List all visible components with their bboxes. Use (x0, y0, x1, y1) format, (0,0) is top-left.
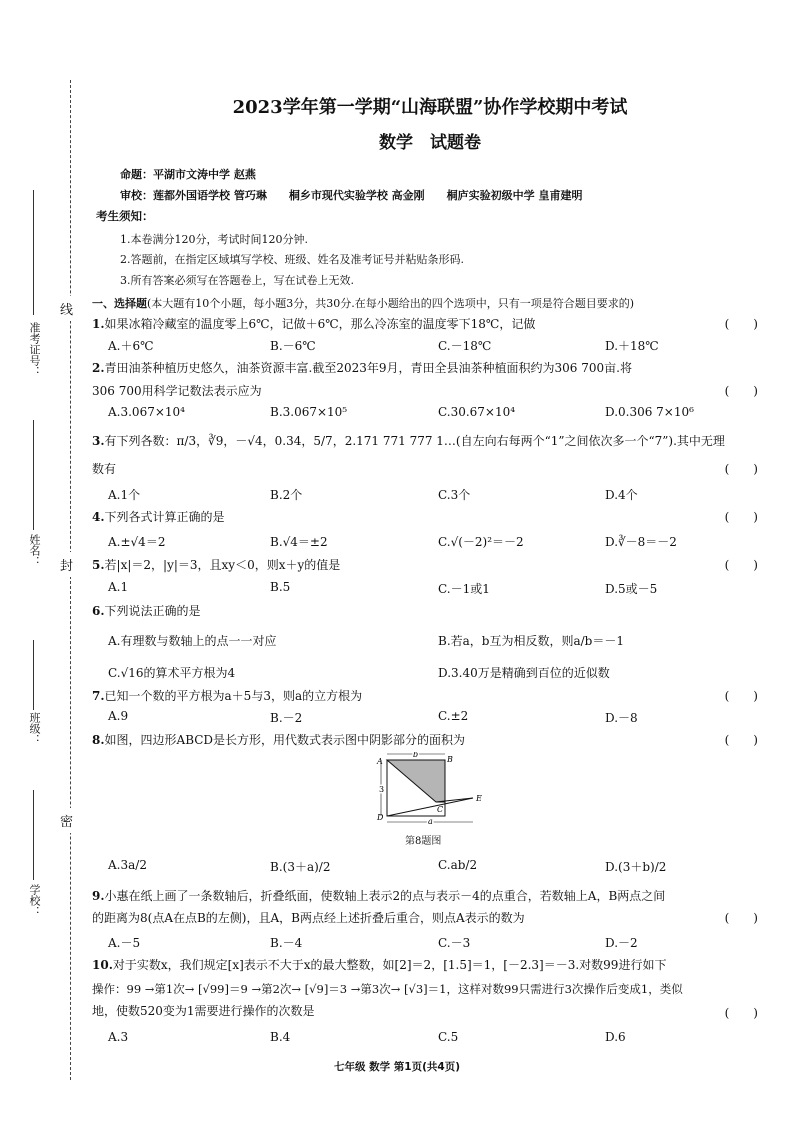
option-a: A.9 (108, 709, 129, 723)
option-a: A.3 (108, 1030, 129, 1044)
answer-paren: ( ) (724, 510, 758, 524)
figure-label-d-point: D (377, 813, 384, 822)
question-1 (92, 316, 758, 332)
answer-paren: ( ) (724, 384, 758, 398)
answer-paren: ( ) (724, 733, 758, 747)
figure-caption: 第8题图 (405, 836, 442, 847)
option-d: D.－2 (605, 936, 638, 950)
option-a: A.＋6℃ (108, 339, 154, 353)
option-b: B.5 (270, 580, 291, 594)
question-stem: 若|x|＝2，|y|＝3，且xy＜0，则x＋y的值是 (104, 558, 341, 572)
option-c: C.－18℃ (438, 339, 492, 353)
option-b: B.2个 (270, 488, 303, 502)
figure-label-b-length: b (413, 752, 419, 759)
reviewers-line: 审校：莲都外国语学校 管巧琳 桐乡市现代实验学校 高金刚 桐庐实验初级中学 皇甫建明 (120, 189, 583, 202)
option-b: B.－2 (270, 711, 303, 725)
author-line: 命题：平湖市文涛中学 赵燕 (120, 168, 256, 181)
figure-label-a-point: A (377, 757, 383, 766)
question-3 (92, 433, 758, 479)
question-stem: 小惠在纸上画了一条数轴后，折叠纸面，使数轴上表示2的点与表示－4的点重合，若数轴上A，B两点之间 (104, 889, 666, 903)
options-q1 (108, 337, 758, 353)
figure-line-de (387, 798, 473, 816)
question-2 (92, 360, 758, 400)
question-number: 7. (92, 689, 105, 703)
field-label-class: 班级： (28, 712, 41, 745)
option-c: C.30.67×10⁴ (438, 405, 516, 419)
options-q4 (108, 533, 758, 549)
question-stem: 青田油茶种植历史悠久，油茶资源丰富.截至2023年9月，青田全县油茶种植面积约为306 700亩.将 (104, 361, 632, 375)
field-line-exam-id (33, 190, 34, 315)
options-q10 (108, 1030, 758, 1046)
exam-title: 2023学年第一学期“山海联盟”协作学校期中考试 (232, 97, 628, 118)
question-stem: 有下列各数：π/3，∛9，－√4，0.34，5/7，2.171 771 777 1…(自左向右每两个“1”之间依次多一个“7”).其中无理 (104, 434, 725, 448)
field-label-exam-id: 准考证号： (28, 322, 41, 377)
options-q6-row2 (108, 664, 758, 680)
question-stem: 如果冰箱冷藏室的温度零上6℃，记做＋6℃，那么冷冻室的温度零下18℃，记做 (104, 317, 536, 331)
question-stem: 已知一个数的平方根为a＋5与3，则a的立方根为 (104, 689, 363, 703)
options-q9 (108, 934, 758, 950)
question-8 (92, 732, 758, 748)
notice-item-2: 2.答题前，在指定区域填写学校、班级、姓名及准考证号并粘贴条形码. (120, 253, 464, 266)
option-c: C.√16的算术平方根为4 (108, 666, 236, 680)
binding-char-feng: 封 (60, 552, 73, 577)
option-c: C.√(－2)²＝－2 (438, 535, 524, 549)
binding-dashed-line (70, 80, 71, 1080)
question-number: 9. (92, 889, 105, 903)
question-number: 4. (92, 510, 105, 524)
option-a: A.±√4＝2 (108, 535, 166, 549)
option-c: C.3个 (438, 488, 471, 502)
options-q2 (108, 405, 758, 421)
options-q5 (108, 580, 758, 596)
option-b: B.(3＋a)/2 (270, 860, 331, 874)
answer-paren: ( ) (724, 558, 758, 572)
question-number: 2. (92, 361, 105, 375)
options-q7 (108, 709, 758, 725)
section-heading (92, 295, 634, 311)
figure-label-a-length: a (428, 817, 433, 824)
question-stem-cont: 数有 (92, 462, 117, 476)
notice-heading: 考生须知： (96, 209, 154, 223)
section-note: (本大题有10个小题，每小题3分，共30分.在每小题给出的四个选项中，只有一项是符合题目要求的) (147, 297, 635, 310)
figure-label-b-point: B (447, 755, 453, 764)
binding-char-mi: 密 (60, 808, 73, 833)
option-a: A.有理数与数轴上的点一一对应 (108, 634, 277, 648)
option-b: B.－4 (270, 936, 303, 950)
option-d: D.(3＋b)/2 (605, 860, 667, 874)
answer-paren: ( ) (724, 462, 758, 476)
question-stem-cont: 操作：99 →第1次→ [√99]＝9 →第2次→ [√9]＝3 →第3次→ [√3]＝1，这样对数99只需进行3次操作后变成1，类似 (92, 982, 683, 996)
option-d: D.∛－8＝－2 (605, 535, 677, 549)
option-b: B.4 (270, 1030, 291, 1044)
binding-char-xian: 线 (60, 296, 73, 321)
option-a: A.3a/2 (108, 858, 147, 872)
answer-paren: ( ) (724, 689, 758, 703)
figure-label-3-length: 3 (379, 785, 385, 794)
option-b: B.√4＝±2 (270, 535, 328, 549)
question-number: 5. (92, 558, 105, 572)
option-c: C.－1或1 (438, 582, 490, 596)
question-number: 3. (92, 434, 105, 448)
option-d: D.－8 (605, 711, 638, 725)
question-8-figure (373, 752, 491, 824)
question-10 (92, 957, 758, 1023)
answer-paren: ( ) (724, 1006, 758, 1020)
options-q6-row1 (108, 632, 758, 648)
option-c: C.－3 (438, 936, 471, 950)
question-stem-cont: 306 700用科学记数法表示应为 (92, 384, 262, 398)
question-stem: 下列说法正确的是 (104, 604, 201, 618)
question-5 (92, 557, 758, 573)
options-q8 (108, 858, 758, 874)
notice-item-1: 1.本卷满分120分，考试时间120分钟. (120, 233, 308, 246)
question-stem: 如图，四边形ABCD是长方形，用代数式表示图中阴影部分的面积为 (104, 733, 466, 747)
field-line-school (33, 790, 34, 880)
figure-shaded-region (387, 760, 445, 802)
question-6 (92, 603, 758, 619)
option-c: C.ab/2 (438, 858, 478, 872)
question-number: 6. (92, 604, 105, 618)
option-d: D.3.40万是精确到百位的近似数 (438, 666, 610, 680)
option-a: A.1个 (108, 488, 141, 502)
option-d: D.＋18℃ (605, 339, 659, 353)
question-9 (92, 888, 758, 928)
question-7 (92, 688, 758, 704)
option-a: A.3.067×10⁴ (108, 405, 185, 419)
field-label-name: 姓名： (28, 534, 41, 567)
option-a: A.－5 (108, 936, 141, 950)
field-line-name (33, 420, 34, 530)
option-b: B.3.067×10⁵ (270, 405, 348, 419)
option-c: C.5 (438, 1030, 459, 1044)
options-q3 (108, 486, 758, 502)
option-d: D.5或－5 (605, 582, 658, 596)
section-label: 一、选择题 (92, 297, 147, 310)
question-stem-cont: 的距离为8(点A在点B的左侧)，且A，B两点经上述折叠后重合，则点A表示的数为 (92, 911, 525, 925)
option-d: D.4个 (605, 488, 638, 502)
option-b: B.若a，b互为相反数，则a/b＝－1 (438, 634, 624, 648)
exam-subtitle: 数学 试题卷 (379, 133, 481, 153)
field-label-school: 学校： (28, 884, 41, 917)
question-number: 8. (92, 733, 105, 747)
notice-item-3: 3.所有答案必须写在答题卷上，写在试卷上无效. (120, 274, 354, 287)
figure-label-c-point: C (437, 805, 444, 814)
page-footer: 七年级 数学 第1页(共4页) (333, 1061, 461, 1073)
answer-paren: ( ) (724, 317, 758, 331)
field-line-class (33, 640, 34, 710)
question-number: 10. (92, 958, 113, 972)
question-stem-cont: 地，使数520变为1需要进行操作的次数是 (92, 1004, 315, 1018)
figure-label-e-point: E (476, 794, 482, 803)
answer-paren: ( ) (724, 911, 758, 925)
question-4 (92, 509, 758, 525)
question-number: 1. (92, 317, 105, 331)
option-a: A.1 (108, 580, 129, 594)
option-d: D.6 (605, 1030, 626, 1044)
option-d: D.0.306 7×10⁶ (605, 405, 694, 419)
question-stem: 下列各式计算正确的是 (104, 510, 225, 524)
option-b: B.－6℃ (270, 339, 316, 353)
question-stem: 对于实数x，我们规定[x]表示不大于x的最大整数，如[2]＝2，[1.5]＝1，[－2.3]＝－3.对数99进行如下 (112, 958, 667, 972)
option-c: C.±2 (438, 709, 469, 723)
